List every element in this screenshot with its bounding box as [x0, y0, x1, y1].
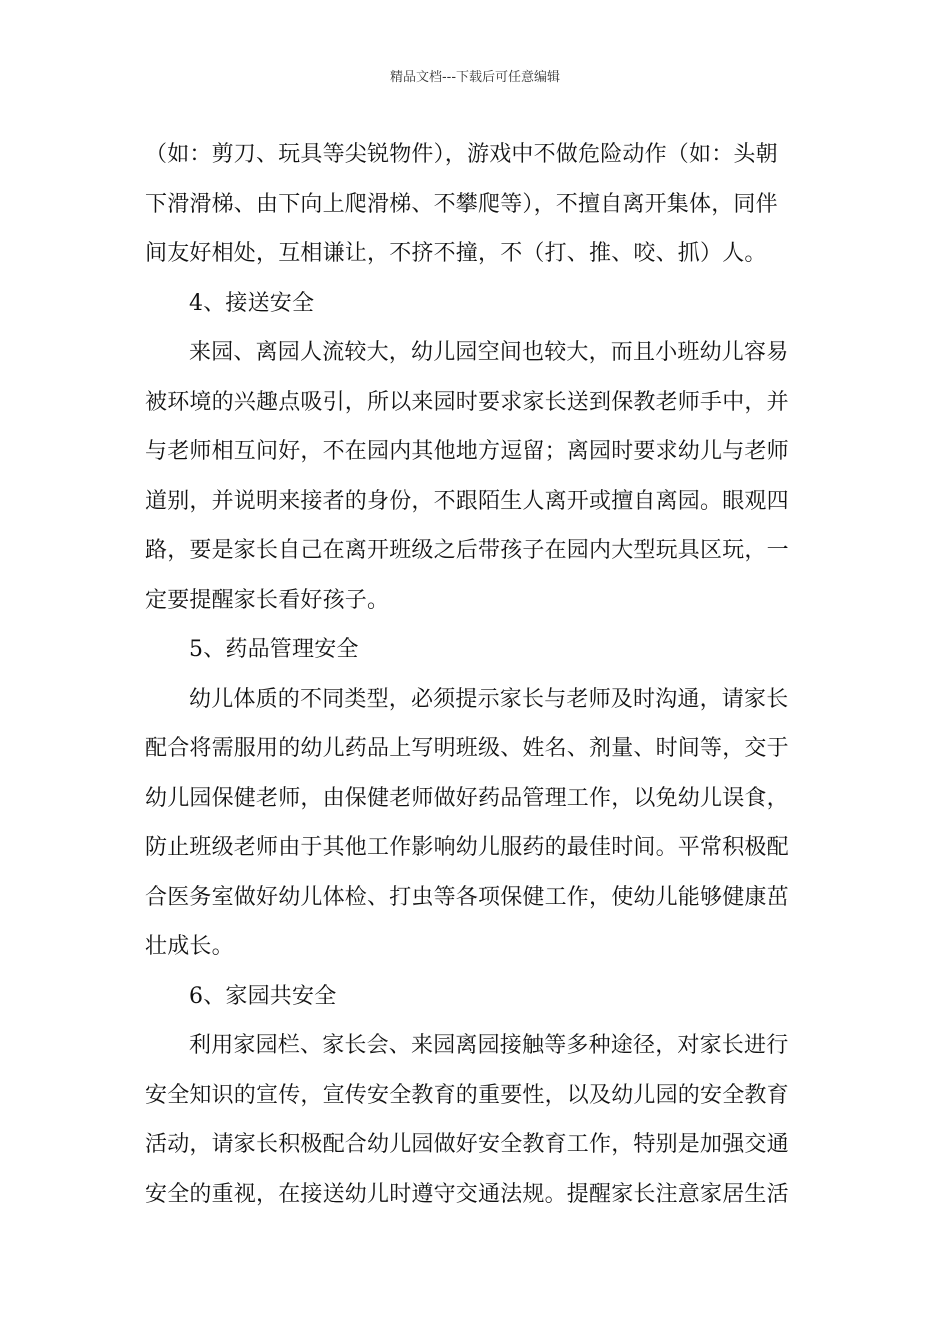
body-line: 道别，并说明来接者的身份，不跟陌生人离开或擅自离园。眼观四: [145, 488, 789, 514]
body-line: 幼儿园保健老师，由保健老师做好药品管理工作，以免幼儿误食，: [145, 785, 789, 811]
body-line: 间友好相处，互相谦让，不挤不撞，不（打、推、咬、抓）人。: [145, 241, 767, 266]
section-heading-home-school-safety: 6、家园共安全: [189, 983, 337, 1009]
body-line: 被环境的兴趣点吸引，所以来园时要求家长送到保教老师手中，并: [145, 389, 789, 415]
body-line: 活动，请家长积极配合幼儿园做好安全教育工作，特别是加强交通: [145, 1132, 789, 1157]
body-line: 路，要是家长自己在离开班级之后带孩子在园内大型玩具区玩，一: [145, 538, 789, 563]
body-line: 定要提醒家长看好孩子。: [145, 587, 390, 613]
body-line: 与老师相互问好，不在园内其他地方逗留；离园时要求幼儿与老师: [145, 439, 789, 464]
section-heading-medicine-safety: 5、药品管理安全: [189, 637, 359, 662]
body-line: 合医务室做好幼儿体检、打虫等各项保健工作，使幼儿能够健康茁: [145, 884, 789, 910]
body-line: （如：剪刀、玩具等尖锐物件），游戏中不做危险动作（如：头朝: [145, 142, 778, 167]
body-line: 配合将需服用的幼儿药品上写明班级、姓名、剂量、时间等，交于: [145, 736, 789, 761]
section-heading-pickup-safety: 4、接送安全: [189, 290, 315, 316]
body-line: 安全知识的宣传，宣传安全教育的重要性，以及幼儿园的安全教育: [145, 1082, 789, 1108]
document-body: [145, 130, 810, 1219]
body-line: 防止班级老师由于其他工作影响幼儿服药的最佳时间。平常积极配: [145, 835, 789, 860]
body-line: 安全的重视，在接送幼儿时遵守交通法规。提醒家长注意家居生活: [145, 1181, 789, 1207]
body-line: 利用家园栏、家长会、来园离园接触等多种途径，对家长进行: [189, 1033, 789, 1058]
page-header: 精品文档---下载后可任意编辑: [389, 70, 561, 85]
body-line: 下滑滑梯、由下向上爬滑梯、不攀爬等），不擅自离开集体，同伴: [145, 191, 778, 217]
body-line: 壮成长。: [145, 934, 234, 959]
body-line: 幼儿体质的不同类型，必须提示家长与老师及时沟通，请家长: [189, 686, 789, 712]
body-line: 来园、离园人流较大，幼儿园空间也较大，而且小班幼儿容易: [189, 340, 789, 365]
